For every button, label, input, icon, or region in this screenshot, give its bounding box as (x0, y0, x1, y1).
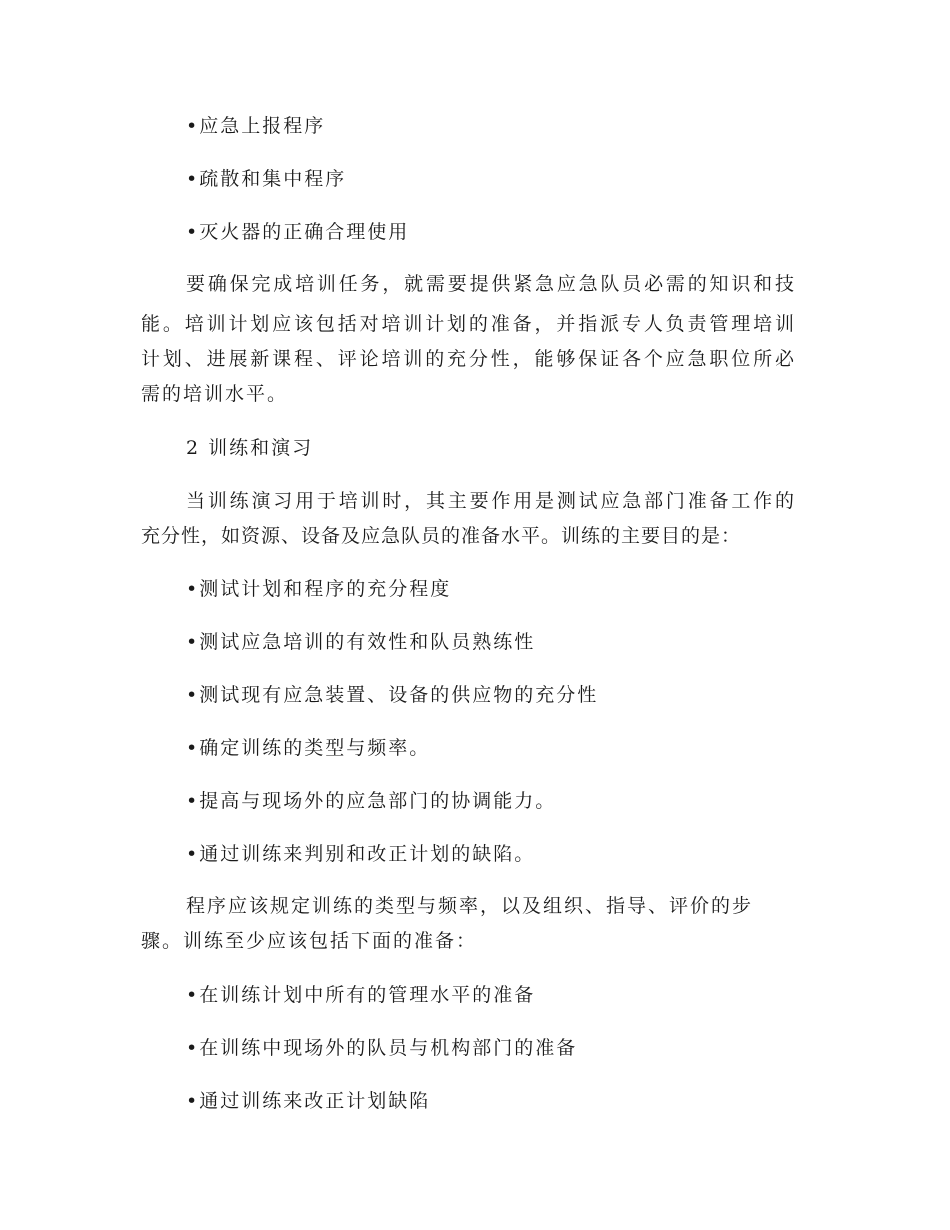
paragraph-line: 骤。训练至少应该包括下面的准备： (141, 930, 478, 952)
bullet-item: •确定训练的类型与频率。 (186, 737, 431, 759)
bullet-item: •在训练计划中所有的管理水平的准备 (186, 984, 536, 1006)
paragraph-line: 充分性，如资源、设备及应急队员的准备水平。训练的主要目的是： (141, 525, 742, 547)
bullet-item: •测试现有应急装置、设备的供应物的充分性 (186, 684, 599, 706)
paragraph-line: 程序应该规定训练的类型与频率，以及组织、指导、评价的步 (186, 895, 754, 917)
bullet-item: •疏散和集中程序 (186, 168, 347, 190)
section-heading: 2 训练和演习 (186, 437, 314, 459)
paragraph-line: 能。培训计划应该包括对培训计划的准备，并指派专人负责管理培训 (141, 313, 795, 335)
paragraph-line: 需的培训水平。 (141, 383, 289, 405)
paragraph-line: 计划、进展新课程、评论培训的充分性，能够保证各个应急职位所必 (141, 348, 795, 370)
bullet-item: •提高与现场外的应急部门的协调能力。 (186, 790, 557, 812)
bullet-item: •灭火器的正确合理使用 (186, 221, 410, 243)
bullet-item: •通过训练来改正计划缺陷 (186, 1090, 431, 1112)
bullet-item: •测试计划和程序的充分程度 (186, 578, 452, 600)
bullet-item: •通过训练来判别和改正计划的缺陷。 (186, 843, 536, 865)
bullet-item: •测试应急培训的有效性和队员熟练性 (186, 631, 536, 653)
paragraph-line: 当训练演习用于培训时，其主要作用是测试应急部门准备工作的 (186, 490, 795, 512)
bullet-item: •在训练中现场外的队员与机构部门的准备 (186, 1037, 578, 1059)
paragraph-line: 要确保完成培训任务，就需要提供紧急应急队员必需的知识和技 (186, 273, 795, 295)
bullet-item: •应急上报程序 (186, 115, 326, 137)
